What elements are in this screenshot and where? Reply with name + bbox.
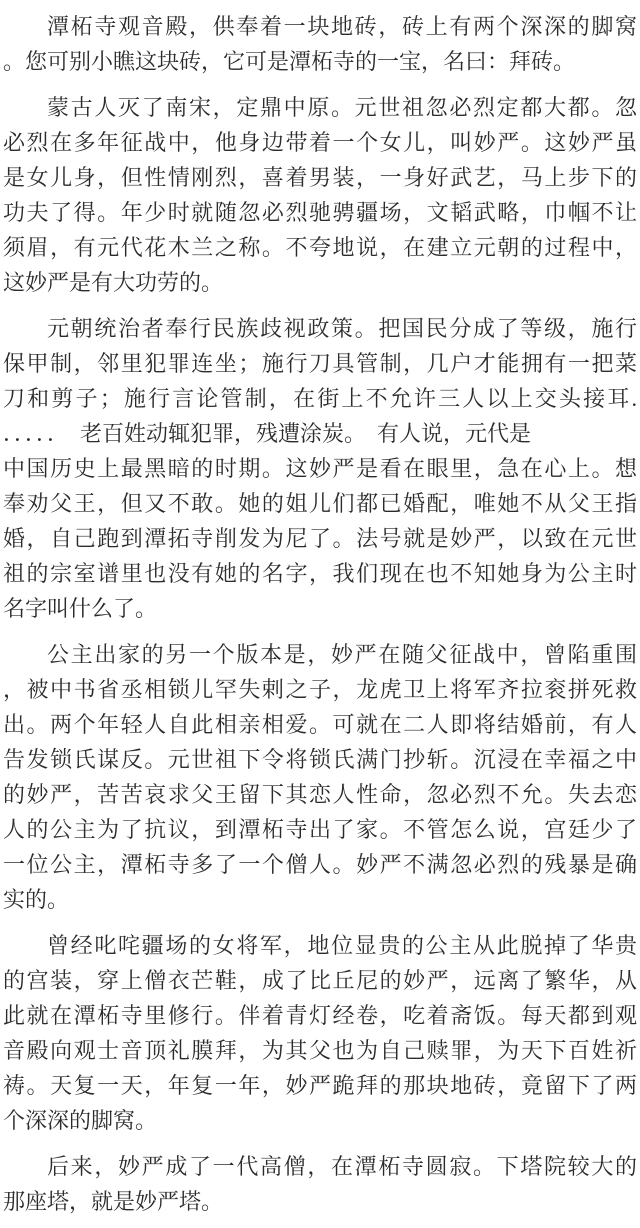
text-line: 此就在潭柘寺里修行。伴着青灯经卷，吃着斋饭。每天都到观 xyxy=(3,1003,637,1028)
text-line: 音殿向观士音顶礼膜拜，为其父也为自己赎罪，为天下百姓祈 xyxy=(3,1038,637,1063)
text-line: 婚，自己跑到潭拓寺削发为尼了。法号就是妙严，以致在元世 xyxy=(3,526,637,551)
text-line: 个深深的脚窝。 xyxy=(3,1108,158,1133)
text-line: 出。两个年轻人自此相亲相爱。可就在二人即将结婚前，有人 xyxy=(3,712,637,737)
text-line: 蒙古人灭了南宋，定鼎中原。元世祖忽必烈定都大都。忽 xyxy=(47,95,637,120)
text-line: 刀和剪子；施行言论管制，在街上不允许三人以上交头接耳. xyxy=(3,386,637,411)
text-line: 潭柘寺观音殿，供奉着一块地砖，砖上有两个深深的脚窝 xyxy=(47,14,637,39)
text-line: 的妙严，苦苦哀求父王留下其恋人性命，忽必烈不允。失去恋 xyxy=(3,782,637,807)
text-line: ．．．．． 老百姓动辄犯罪，残遭涂炭。 有人说，元代是 xyxy=(3,421,532,446)
text-line: 功夫了得。年少时就随忽必烈驰骋疆场，文韬武略，巾帼不让 xyxy=(3,200,637,225)
text-line: 必烈在多年征战中，他身边带着一个女儿，叫妙严。这妙严虽 xyxy=(3,130,637,155)
paragraph xyxy=(3,637,637,917)
text-line: 一位公主，潭柘寺多了一个僧人。妙严不满忽必烈的残暴是确 xyxy=(3,852,637,877)
text-line: 告发锁氏谋反。元世祖下令将锁氏满门抄斩。沉浸在幸福之中 xyxy=(3,747,637,772)
text-line: 名字叫什么了。 xyxy=(3,596,158,621)
text-line: 奉劝父王，但又不敢。她的姐儿们都已婚配，唯她不从父王指 xyxy=(3,491,637,516)
paragraph xyxy=(3,1149,637,1219)
text-line: 是女儿身，但性情刚烈，喜着男装，一身好武艺，马上步下的 xyxy=(3,165,637,190)
text-line: 祷。天复一天，年复一年，妙严跪拜的那块地砖，竟留下了两 xyxy=(3,1073,637,1098)
text-line: 中国历史上最黑暗的时期。这妙严是看在眼里，急在心上。想 xyxy=(3,456,637,481)
text-line: 的宫装，穿上僧衣芒鞋，成了比丘尼的妙严，远离了繁华，从 xyxy=(3,968,637,993)
text-line: 人的公主为了抗议，到潭柘寺出了家。不管怎么说，宫廷少了 xyxy=(3,817,637,842)
paragraph xyxy=(3,9,637,79)
text-line: 那座塔，就是妙严塔。 xyxy=(3,1189,224,1214)
text-line: 曾经叱咤疆场的女将军，地位显贵的公主从此脱掉了华贵 xyxy=(47,933,637,958)
document-body xyxy=(3,9,637,1219)
text-line: 元朝统治者奉行民族歧视政策。把国民分成了等级，施行 xyxy=(47,316,637,341)
text-line: ，被中书省丞相锁儿罕失剌之子，龙虎卫上将军齐拉衮拼死救 xyxy=(3,677,637,702)
text-line: 。您可别小瞧这块砖，它可是潭柘寺的一宝，名曰：拜砖。 xyxy=(3,49,576,74)
text-line: 这妙严是有大功劳的。 xyxy=(3,270,224,295)
paragraph xyxy=(3,311,637,626)
text-line: 实的。 xyxy=(3,887,70,912)
text-line: 须眉，有元代花木兰之称。不夸地说，在建立元朝的过程中， xyxy=(3,235,637,260)
text-line: 保甲制，邻里犯罪连坐；施行刀具管制，几户才能拥有一把菜 xyxy=(3,351,637,376)
text-line: 后来，妙严成了一代高僧，在潭柘寺圆寂。下塔院较大的 xyxy=(47,1154,637,1179)
text-line: 公主出家的另一个版本是，妙严在随父征战中，曾陷重围 xyxy=(47,642,637,667)
text-line: 祖的宗室谱里也没有她的名字，我们现在也不知她身为公主时 xyxy=(3,561,637,586)
paragraph xyxy=(3,928,637,1138)
paragraph xyxy=(3,90,637,300)
